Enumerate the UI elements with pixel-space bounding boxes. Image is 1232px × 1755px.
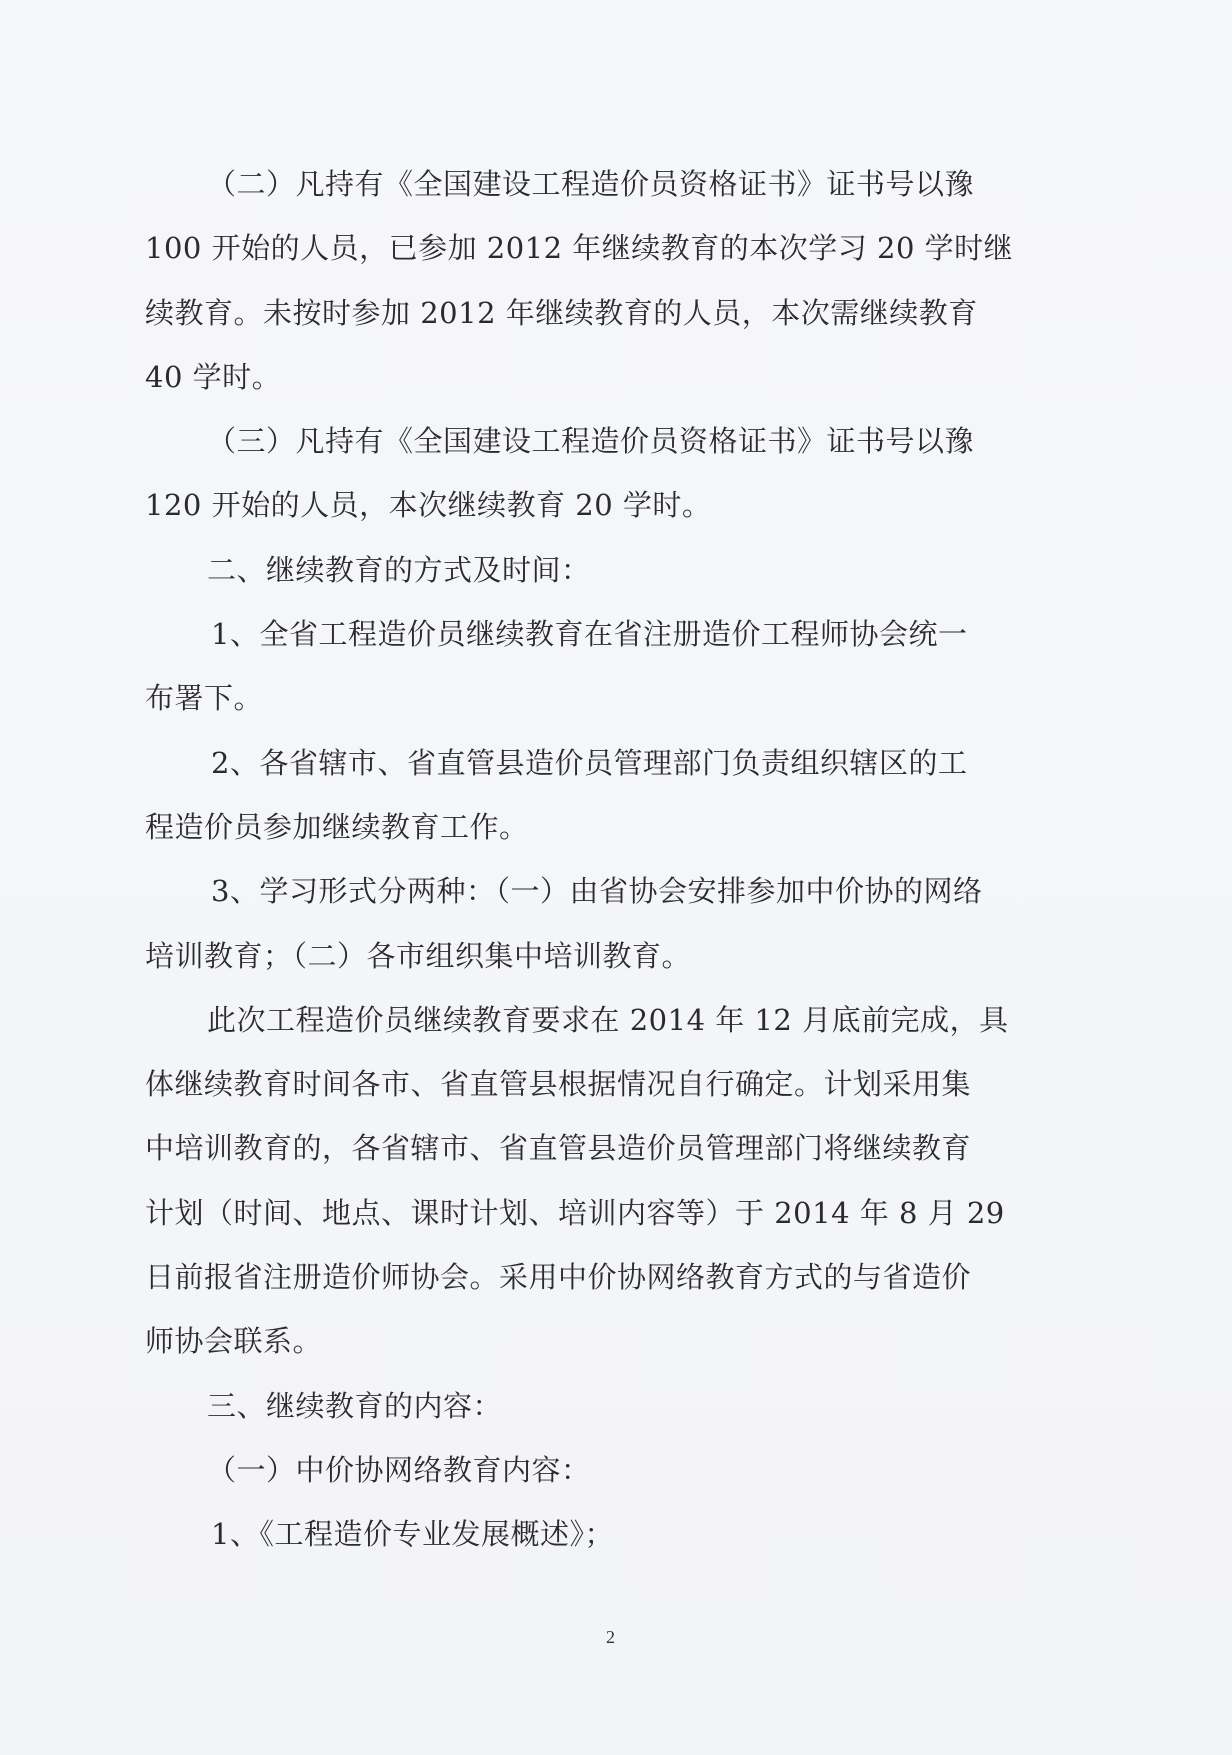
paragraph-line: 程造价员参加继续教育工作。 [145,809,529,844]
paragraph-line: 计划（时间、地点、课时计划、培训内容等）于 2014 年 8 月 29 [145,1195,1005,1230]
paragraph-line: 此次工程造价员继续教育要求在 2014 年 12 月底前完成，具 [207,1002,1009,1037]
paragraph-line: 布署下。 [145,681,264,716]
document-body [145,152,1095,1567]
section-heading: 二、继续教育的方式及时间： [207,552,591,587]
paragraph-line: 培训教育；（二）各市组织集中培训教育。 [145,938,692,973]
paragraph-line: （二）凡持有《全国建设工程造价员资格证书》证书号以豫 [207,167,975,201]
paragraph-line: 40 学时。 [145,359,282,394]
paragraph-line: 日前报省注册造价师协会。采用中价协网络教育方式的与省造价 [145,1260,972,1295]
paragraph-line: 续教育。未按时参加 2012 年继续教育的人员，本次需继续教育 [145,295,978,330]
list-item: 1、《工程造价专业发展概述》； [211,1517,614,1552]
paragraph-line: 3、学习形式分两种：（一）由省协会安排参加中价协的网络 [211,874,983,909]
paragraph-line: （三）凡持有《全国建设工程造价员资格证书》证书号以豫 [207,424,975,459]
subsection-heading: （一）中价协网络教育内容： [207,1452,591,1487]
section-heading: 三、继续教育的内容： [207,1388,503,1423]
paragraph-line: 中培训教育的，各省辖市、省直管县造价员管理部门将继续教育 [145,1131,972,1166]
paragraph-line: 体继续教育时间各市、省直管县根据情况自行确定。计划采用集 [145,1067,972,1102]
paragraph-line: 2、各省辖市、省直管县造价员管理部门负责组织辖区的工 [211,745,968,780]
paragraph-line: 100 开始的人员，已参加 2012 年继续教育的本次学习 20 学时继 [145,231,1014,266]
paragraph-line: 120 开始的人员，本次继续教育 20 学时。 [145,488,712,523]
page-number: 2 [606,1627,615,1647]
paragraph-line: 1、全省工程造价员继续教育在省注册造价工程师协会统一 [211,617,968,652]
paragraph-line: 师协会联系。 [145,1324,323,1359]
